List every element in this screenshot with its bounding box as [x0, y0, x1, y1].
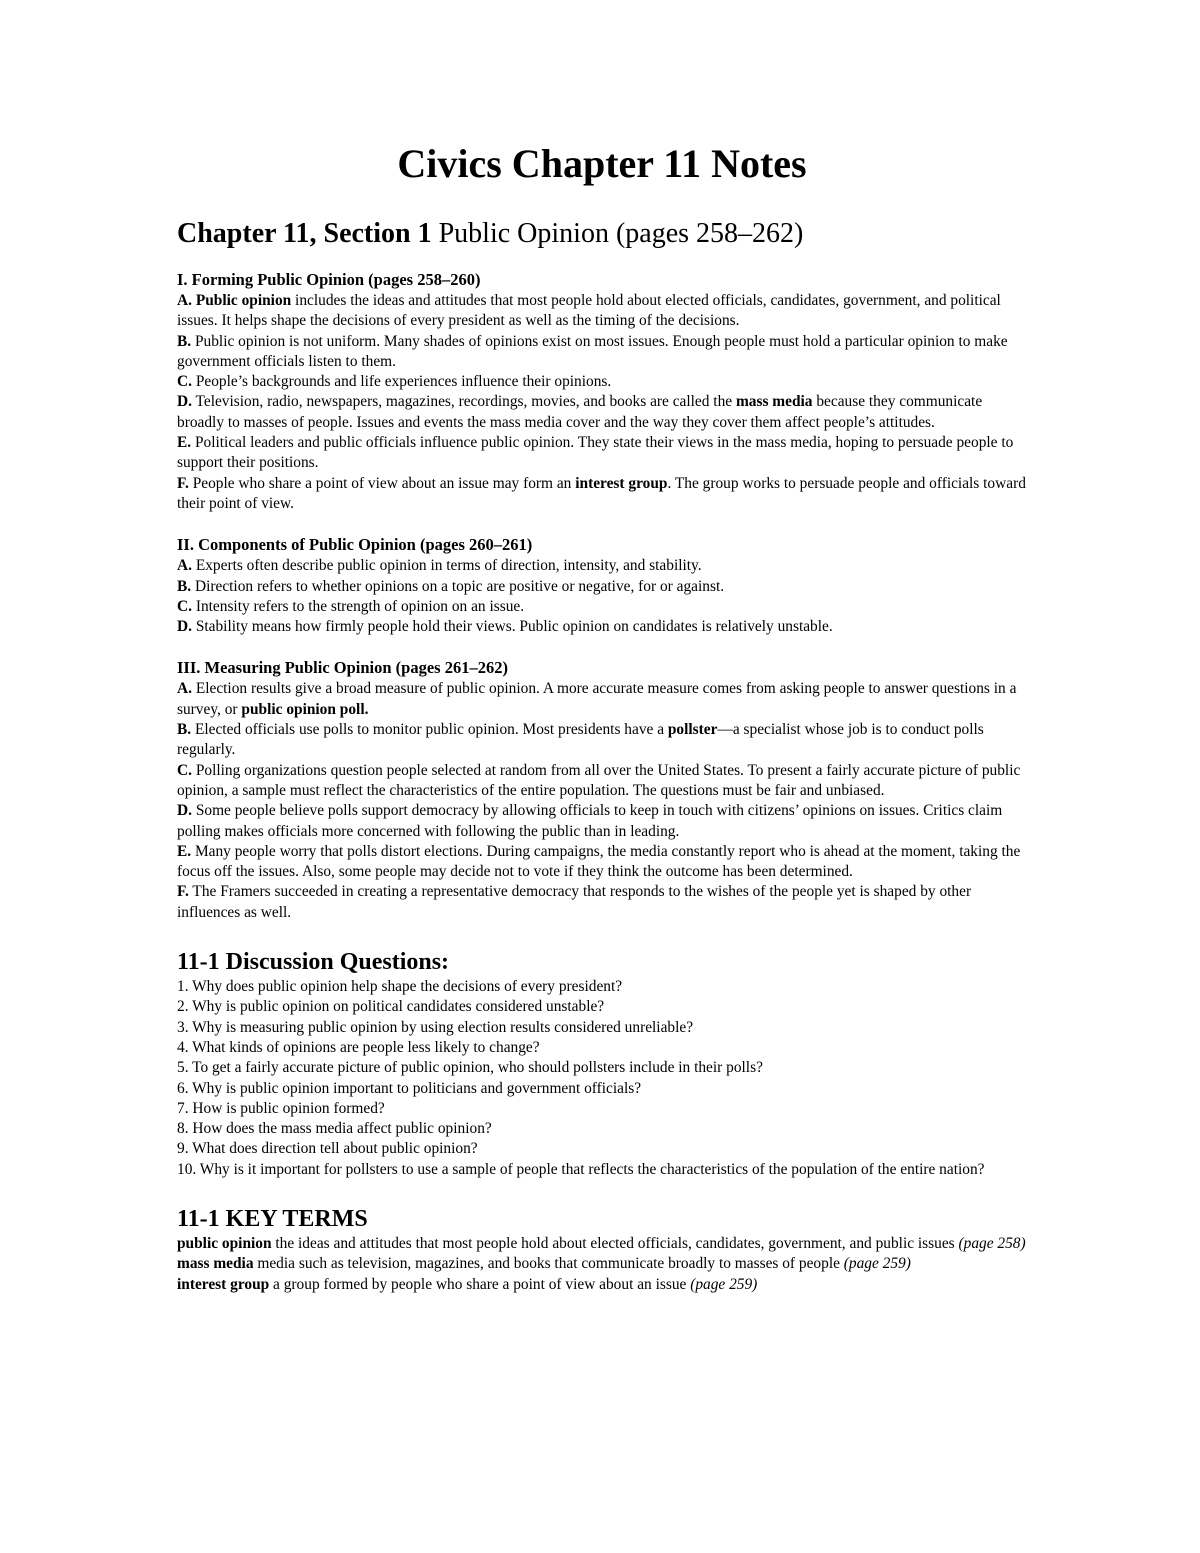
question-item: 8. How does the mass media affect public opinion? [177, 1120, 492, 1138]
paragraph: D. Television, radio, newspapers, magazines, recordings, movies, and books are called the mass media because they communicate broadly to masses of people. Issues and events the mass media cover and the way they cover them affect people’s attitudes. [177, 393, 983, 431]
document-title: Civics Chapter 11 Notes [397, 141, 807, 186]
question-item: 6. Why is public opinion important to politicians and government officials? [177, 1079, 642, 1097]
question-item: 9. What does direction tell about public opinion? [177, 1140, 478, 1158]
section-title [177, 217, 1027, 251]
paragraph: C. Polling organizations question people selected at random from all over the United States. To present a fairly accurate picture of public opinion, a sample must reflect the characteristics of the entire population. The questions must be fair and unbiased. [177, 761, 1021, 799]
question-item: 7. How is public opinion formed? [177, 1099, 385, 1117]
section-title-plain: Public Opinion (pages 258–262) [431, 218, 804, 249]
spacer [177, 637, 1027, 657]
spacer [177, 923, 1027, 947]
outline-heading-2: II. Components of Public Opinion (pages 260–261) [177, 535, 533, 555]
paragraph: C. Intensity refers to the strength of opinion on an issue. [177, 597, 525, 615]
question-item: 3. Why is measuring public opinion by using election results considered unreliable? [177, 1018, 694, 1036]
question-item: 1. Why does public opinion help shape the decisions of every president? [177, 978, 623, 996]
question-item: 5. To get a fairly accurate picture of public opinion, who should pollsters include in their polls? [177, 1059, 763, 1077]
paragraph: A. Experts often describe public opinion in terms of direction, intensity, and stability. [177, 557, 702, 575]
paragraph: A. Election results give a broad measure of public opinion. A more accurate measure comes from asking people to answer questions in a survey, or public opinion poll. [177, 680, 1017, 718]
key-term-item: public opinion the ideas and attitudes that most people hold about elected officials, candidates, government, and public issues (page 258) [177, 1234, 1026, 1252]
paragraph: A. Public opinion includes the ideas and attitudes that most people hold about elected officials, candidates, government, and political issues. It helps shape the decisions of every president as well as the timing of the decisions. [177, 292, 1001, 330]
key-term-item: mass media media such as television, magazines, and books that communicate broadly to masses of people (page 259) [177, 1255, 911, 1273]
section-title-bold: Chapter 11, Section 1 [177, 218, 432, 249]
paragraph: F. The Framers succeeded in creating a representative democracy that responds to the wishes of the people yet is shaped by other influences as well. [177, 883, 972, 921]
question-item: 10. Why is it important for pollsters to use a sample of people that reflects the characteristics of the population of the entire nation? [177, 1160, 985, 1178]
paragraph: C. People’s backgrounds and life experiences influence their opinions. [177, 373, 612, 391]
spacer [177, 1180, 1027, 1204]
key-terms-heading: 11-1 KEY TERMS [177, 1205, 368, 1232]
paragraph: B. Direction refers to whether opinions on a topic are positive or negative, for or against. [177, 577, 725, 595]
question-item: 2. Why is public opinion on political candidates considered unstable? [177, 998, 605, 1016]
document-page [177, 140, 1027, 1295]
paragraph: F. People who share a point of view about an issue may form an interest group. The group works to persuade people and officials toward their point of view. [177, 474, 1026, 512]
paragraph: B. Public opinion is not uniform. Many shades of opinions exist on most issues. Enough people must hold a particular opinion to make government officials listen to them. [177, 332, 1008, 370]
key-term-item: interest group a group formed by people who share a point of view about an issue (page 259) [177, 1275, 758, 1293]
outline-heading-3: III. Measuring Public Opinion (pages 261–262) [177, 658, 508, 678]
paragraph: D. Stability means how firmly people hold their views. Public opinion on candidates is relatively unstable. [177, 618, 833, 636]
spacer [177, 514, 1027, 534]
paragraph: E. Many people worry that polls distort elections. During campaigns, the media constantly report who is ahead at the moment, taking the focus off the issues. Also, some people may decide not to vote if they think the outcome has been determined. [177, 842, 1021, 881]
outline-heading-1: I. Forming Public Opinion (pages 258–260) [177, 270, 481, 289]
discussion-heading: 11-1 Discussion Questions: [177, 949, 450, 976]
paragraph: D. Some people believe polls support democracy by allowing officials to keep in touch with citizens’ opinions on issues. Critics claim polling makes officials more concerned with following the public than in leading. [177, 802, 1003, 840]
paragraph: E. Political leaders and public officials influence public opinion. They state their views in the mass media, hoping to persuade people to support their positions. [177, 434, 1014, 472]
paragraph: B. Elected officials use polls to monitor public opinion. Most presidents have a pollster—a specialist whose job is to conduct polls regularly. [177, 721, 984, 759]
question-item: 4. What kinds of opinions are people less likely to change? [177, 1038, 540, 1056]
